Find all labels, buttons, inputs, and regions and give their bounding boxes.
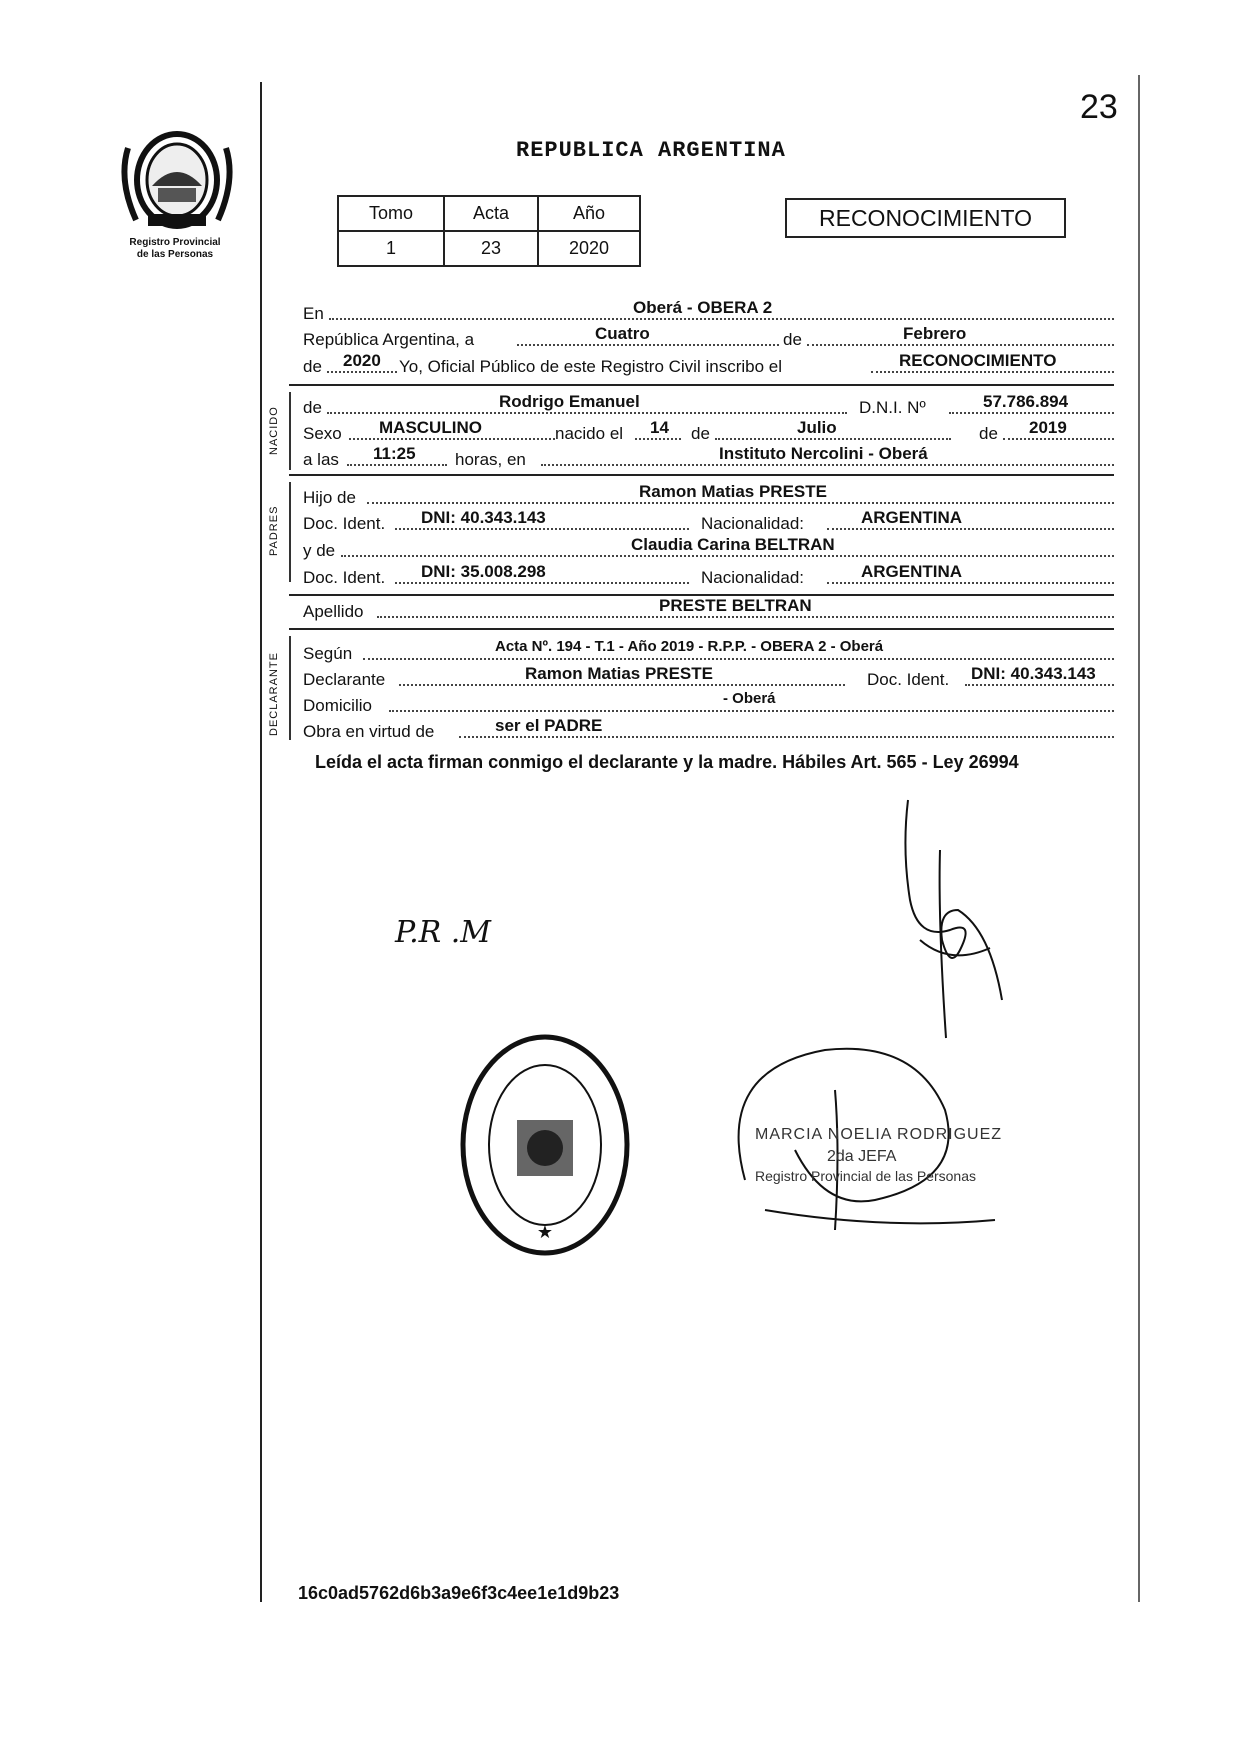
section-divider xyxy=(289,474,1114,476)
closing-note: Leída el acta firman conmigo el declarante y la madre. Hábiles Art. 565 - Ley 26994 xyxy=(315,752,1019,772)
label-y-de: y de xyxy=(303,541,336,560)
label-doc-ident-padre: Doc. Ident. xyxy=(303,514,386,533)
record-table xyxy=(337,195,641,267)
value-year: 2020 xyxy=(343,351,381,370)
record-table-value-row xyxy=(338,231,640,266)
stamp-office: Registro Provincial de las Personas xyxy=(755,1168,976,1184)
value-birth-day: 14 xyxy=(650,418,669,437)
value-acta: 23 xyxy=(444,231,538,266)
value-father-name: Ramon Matias PRESTE xyxy=(639,482,827,501)
handwritten-initials: P.R .M xyxy=(395,915,492,950)
section-label-nacido: NACIDO xyxy=(268,406,280,455)
value-declarante: Ramon Matias PRESTE xyxy=(525,664,713,683)
row-sexo xyxy=(303,418,1114,448)
row-anio xyxy=(303,351,1114,381)
value-segun: Acta Nº. 194 - T.1 - Año 2019 - R.P.P. - OBERA 2 - Oberá xyxy=(495,638,884,655)
value-birth-month: Julio xyxy=(797,418,837,437)
record-type-box: RECONOCIMIENTO xyxy=(785,198,1066,238)
label-horas-en: horas, en xyxy=(455,450,526,469)
label-en: En xyxy=(303,304,324,323)
value-father-nat: ARGENTINA xyxy=(861,508,963,527)
label-sexo: Sexo xyxy=(303,424,342,443)
label-a-las: a las xyxy=(303,450,339,469)
record-table-header-row xyxy=(338,196,640,231)
label-republica: República Argentina, a xyxy=(303,330,475,349)
registry-seal xyxy=(455,1030,635,1260)
value-apellido: PRESTE BELTRAN xyxy=(659,596,812,615)
value-act: RECONOCIMIENTO xyxy=(899,351,1057,370)
section-divider xyxy=(289,384,1114,386)
value-birth-year: 2019 xyxy=(1029,418,1067,437)
logo-caption-line1: Registro Provincial xyxy=(129,237,221,248)
label-declarante: Declarante xyxy=(303,670,386,689)
value-obra: ser el PADRE xyxy=(495,716,603,735)
section-divider xyxy=(289,628,1114,630)
stamp-title: 2da JEFA xyxy=(827,1148,897,1165)
label-obra: Obra en virtud de xyxy=(303,722,435,741)
official-stamp xyxy=(735,1030,1005,1240)
label-doc-ident-madre: Doc. Ident. xyxy=(303,568,386,587)
header-anio: Año xyxy=(538,196,640,231)
row-madre-doc xyxy=(303,562,1114,592)
label-nacido-el: nacido el xyxy=(555,424,624,443)
stamp-name: MARCIA NOELIA RODRIGUEZ xyxy=(755,1126,1003,1143)
value-anio: 2020 xyxy=(538,231,640,266)
label-nacionalidad-padre: Nacionalidad: xyxy=(701,514,805,533)
value-mother-doc: DNI: 35.008.298 xyxy=(421,562,546,581)
label-yo: Yo, Oficial Público de este Registro Civil inscribo el xyxy=(399,357,782,376)
left-margin-line xyxy=(260,82,262,1602)
document-hash: 16c0ad5762d6b3a9e6f3c4ee1e1d9b23 xyxy=(298,1583,620,1603)
row-hora xyxy=(303,444,1114,474)
label-segun: Según xyxy=(303,644,353,663)
label-domicilio: Domicilio xyxy=(303,696,372,715)
row-apellido xyxy=(303,596,1114,626)
label-de-nacido: de xyxy=(303,398,322,417)
value-child-name: Rodrigo Emanuel xyxy=(499,392,640,411)
logo-caption xyxy=(100,237,250,261)
label-de-anio: de xyxy=(979,424,998,443)
label-apellido: Apellido xyxy=(303,602,364,621)
row-declarante xyxy=(303,664,1114,694)
row-obra xyxy=(303,716,1114,746)
value-domicilio: - Oberá xyxy=(723,690,776,707)
document-title: REPUBLICA ARGENTINA xyxy=(516,138,786,163)
label-de-mes: de xyxy=(691,424,710,443)
provincial-coat-of-arms-logo xyxy=(118,128,236,232)
svg-text:★: ★ xyxy=(536,1222,554,1242)
right-margin-line xyxy=(1138,75,1140,1602)
value-child-dni: 57.786.894 xyxy=(983,392,1069,411)
value-birth-time: 11:25 xyxy=(373,444,416,463)
header-acta: Acta xyxy=(444,196,538,231)
label-hijo-de: Hijo de xyxy=(303,488,356,507)
value-father-doc: DNI: 40.343.143 xyxy=(421,508,546,527)
label-de: de xyxy=(783,330,802,349)
label-doc-ident-declarante: Doc. Ident. xyxy=(867,670,950,689)
value-month: Febrero xyxy=(903,324,967,343)
label-nacionalidad-madre: Nacionalidad: xyxy=(701,568,805,587)
row-en xyxy=(303,298,1114,328)
value-birth-place: Instituto Nercolini - Oberá xyxy=(719,444,928,463)
value-mother-name: Claudia Carina BELTRAN xyxy=(631,535,835,554)
logo-caption-line2: de las Personas xyxy=(136,249,214,260)
value-mother-nat: ARGENTINA xyxy=(861,562,963,581)
declarant-signature xyxy=(880,790,1020,1050)
value-declarante-doc: DNI: 40.343.143 xyxy=(971,664,1096,683)
value-place: Oberá - OBERA 2 xyxy=(633,298,773,317)
header-tomo: Tomo xyxy=(338,196,444,231)
section-label-padres: PADRES xyxy=(268,505,280,556)
value-day: Cuatro xyxy=(595,324,650,343)
label-dni: D.N.I. Nº xyxy=(859,398,926,417)
value-sexo: MASCULINO xyxy=(379,418,482,437)
section-label-declarante: DECLARANTE xyxy=(268,652,280,736)
page-number: 23 xyxy=(1080,88,1118,126)
row-domicilio xyxy=(303,690,1114,720)
label-de-2: de xyxy=(303,357,322,376)
value-tomo: 1 xyxy=(338,231,444,266)
